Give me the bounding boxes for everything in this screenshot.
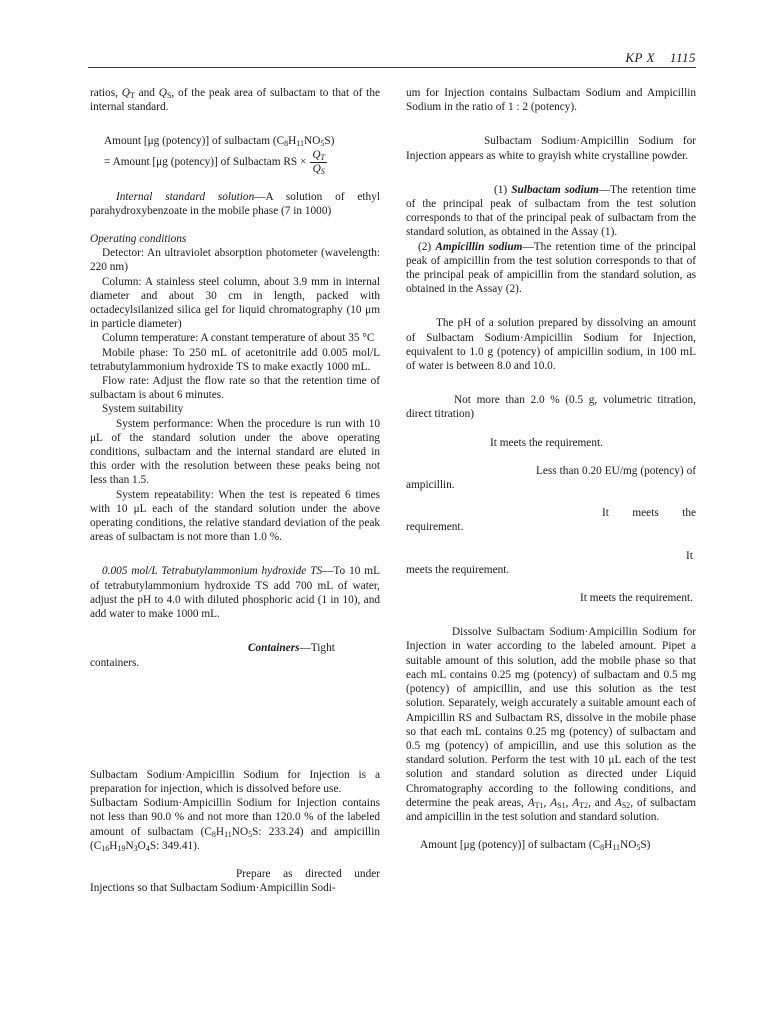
tbah-paragraph: 0.005 mol/L Tetrabutylammonium hydroxide TS—To 10 mL of tetrabutylammonium hydroxide TS add 700 mL of water, adjust the pH to 4.0 with diluted phosphoric acid (1 in 10), and add water to make 1000 mL. <box>90 565 380 621</box>
formula-line-2: = Amount [μg (potency)] of Sulbactam RS × $\frac{Q_T}{Q_S}$ <box>104 148 325 176</box>
mobile-phase-text: Mobile phase: To 250 mL of acetonitrile add 0.005 mol/L tetrabutylammonium hydroxide TS to make exactly 1000 mL. <box>90 346 380 373</box>
header-title: KP X <box>625 50 655 65</box>
system-repeatability-text: System repeatability: When the test is repeated 6 times with 10 μL each of the standard solution under the above operating conditions, the relative standard deviation of the peak areas of sulbactam is not more than 1.0 %. <box>90 488 380 544</box>
page-number: 1115 <box>669 50 696 65</box>
endotoxin-paragraph: Less than 0.20 EU/mg (potency) of ampicillin. <box>406 464 696 492</box>
ph-paragraph: The pH of a solution prepared by dissolving an amount of Sulbactam Sodium·Ampicillin Sodium for Injection, equivalent to 1.0 g (potency) of ampicillin sodium, in 100 mL of water is between 8.0 and 10.0. <box>406 317 696 373</box>
definition-paragraph-1: Sulbactam Sodium·Ampicillin Sodium for Injection is a preparation for injection, which is dissolved before use. <box>90 768 380 795</box>
detector-text: Detector: An ultraviolet absorption photometer (wavelength: 220 nm) <box>90 247 380 274</box>
formula-block <box>90 134 380 175</box>
assay-paragraph: Dissolve Sulbactam Sodium·Ampicillin Sodium for Injection in water according to the labeled amount. Pipet a suitable amount of this solution, add the mobile phase so that each mL contains 0.25 mg (potency) of sulbactam and 0.5 mg (potency) of ampicillin, and use this solution as the test solution. Separately, weigh accurately a suitable amount each of Ampicillin RS and Sulbactam RS, dissolve in the mobile phase so that each mL contains 0.25 mg (potency) of sulbactam and 0.5 mg (potency) of ampicillin, and use this solution as the standard solution. Perform the test with 10 μL each of the test solution and standard solution as directed under Liquid Chromatography according to the following conditions, and determine the peak areas, $A_{T1}$, $A_{S1}$, $A_{T2}$, and $A_{S2}$, of sulbactam and ampicillin in the test solution and standard solution. <box>406 626 697 823</box>
description-paragraph: Sulbactam Sodium·Ampicillin Sodium for Injection appears as white to grayish white crystalline powder. <box>406 135 696 162</box>
containers-paragraph: Containers—Tight containers. <box>90 642 335 669</box>
requirement-2: It meets the requirement. <box>406 507 696 534</box>
running-header <box>625 50 696 66</box>
formula-line-1: Amount [μg (potency)] of sulbactam $(C_8H_{11}NO_5S)$ <box>104 135 335 149</box>
ratio-paragraph: ratios, $Q_T$ and $Q_S$, of the peak area of sulbactam to that of the internal standard. <box>90 87 380 114</box>
column-text: Column: A stainless steel column, about 3.9 mm in internal diameter and about 30 cm in length, packed with octadecylsilanized silica gel for liquid chromatography (10 μm in particle diameter) <box>90 275 380 331</box>
continuation-paragraph: um for Injection contains Sulbactam Sodium and Ampicillin Sodium in the ratio of 1 : 2 (potency). <box>406 87 696 114</box>
identification-1: (1) Sulbactam sodium—The retention time of the principal peak of sulbactam from the test solution corresponds to that of the principal peak of sulbactam from the standard solution, as obtained in the Assay (1). <box>406 183 696 239</box>
method-paragraph: Prepare as directed under Injections so that Sulbactam Sodium·Ampicillin Sodi- <box>90 867 380 895</box>
assay-formula: Amount [μg (potency)] of sulbactam $(C_8H_{11}NO_5S)$ <box>420 839 651 853</box>
system-performance-text: System performance: When the procedure is run with 10 μL of the standard solution under the above operating conditions, sulbactam and the internal standard are eluted in this order with the resolution between these peaks being not less than 1.5. <box>90 417 380 487</box>
requirement-1: It meets the requirement. <box>490 436 603 449</box>
internal-standard-paragraph: Internal standard solution—A solution of ethyl parahydroxybenzoate in the mobile phase (7 in 1000) <box>90 190 380 217</box>
water-paragraph: Not more than 2.0 % (0.5 g, volumetric titration, direct titration) <box>406 394 696 421</box>
definition-paragraph-2: Sulbactam Sodium·Ampicillin Sodium for Injection contains not less than 90.0 % and not more than 120.0 % of the labeled amount of sulbactam ($C_8H_{11}NO_5S$: 233.24) and ampicillin ($C_{16}H_{19}N_3O_4S$: 349.41). <box>90 797 380 853</box>
header-rule <box>88 67 696 68</box>
operating-conditions-heading: Operating conditions <box>90 233 187 246</box>
identification-2: (2) Ampicillin sodium—The retention time of the principal peak of ampicillin from the test solution corresponds to that of the principal peak of ampicillin from the standard solution, as obtained in the Assay (2). <box>406 240 696 296</box>
flow-rate-text: Flow rate: Adjust the flow rate so that the retention time of sulbactam is about 6 minutes. <box>90 375 380 402</box>
formula-fraction: $\frac{Q_T}{Q_S}$ <box>312 148 325 176</box>
system-suitability-heading: System suitability <box>102 403 184 416</box>
right-column <box>406 86 696 852</box>
requirement-3: It meets the requirement. <box>406 549 693 576</box>
column-temperature-text: Column temperature: A constant temperature of about 35 °C <box>102 332 375 345</box>
requirement-4: It meets the requirement. <box>580 592 693 605</box>
left-column <box>90 86 380 895</box>
